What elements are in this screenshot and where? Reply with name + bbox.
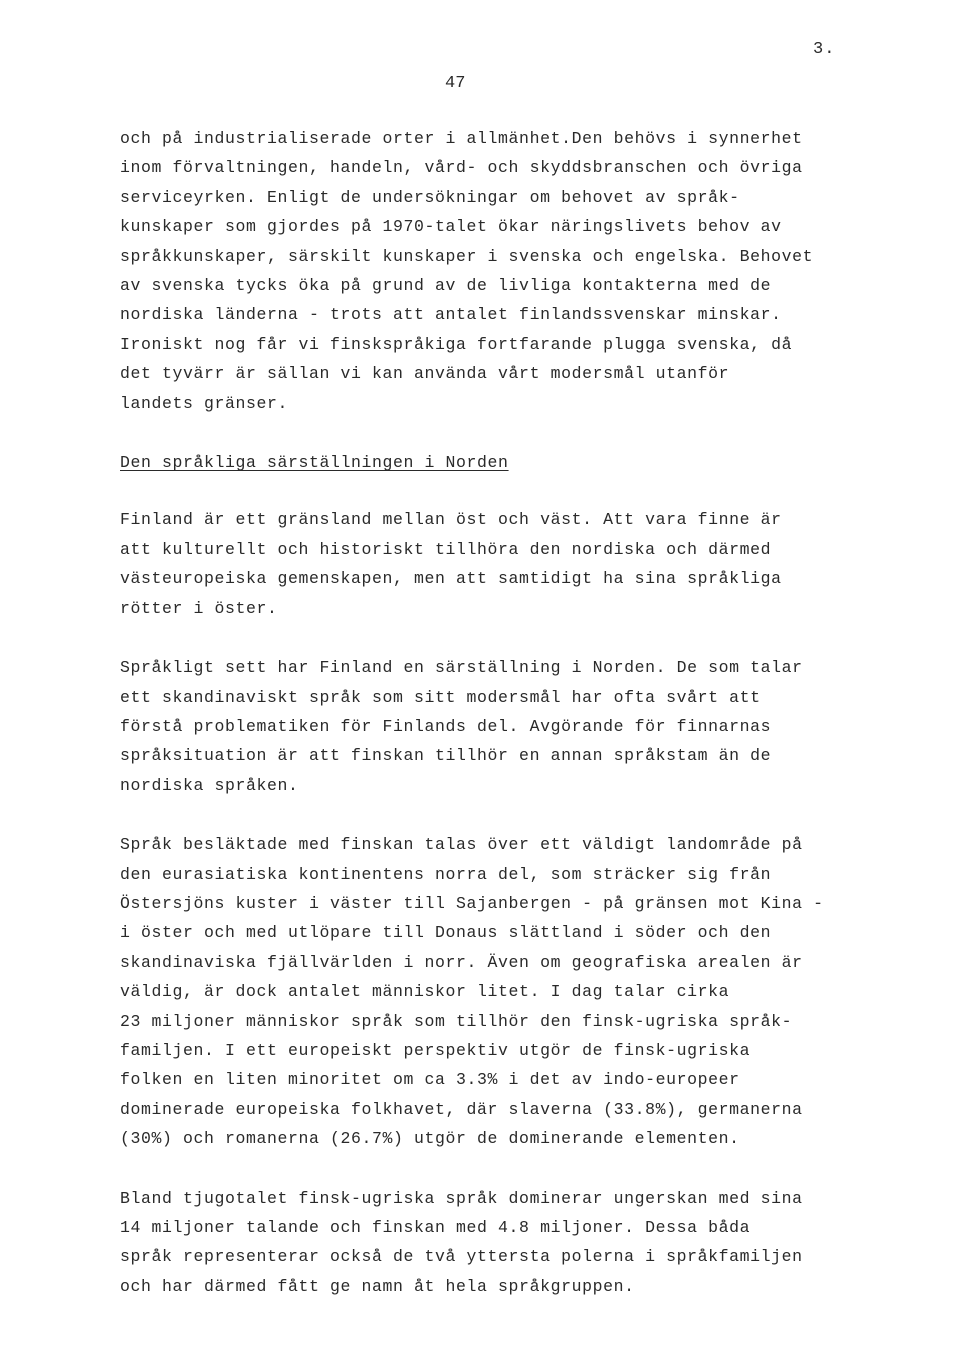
text-line: kunskaper som gjordes på 1970-talet ökar näringslivets behov av <box>120 217 782 237</box>
text-line: 23 miljoner människor språk som tillhör den finsk-ugriska språk- <box>120 1011 793 1031</box>
text-line: nordiska språken. <box>120 775 299 795</box>
section-heading-wrapper <box>120 448 920 477</box>
text-line: språksituation är att finskan tillhör en annan språkstam än de <box>120 746 772 766</box>
paragraph-dominant-languages <box>120 1184 920 1302</box>
text-line: inom förvaltningen, handeln, vård- och skyddsbranschen och övriga <box>120 158 803 178</box>
paragraph-language-needs <box>120 124 920 418</box>
text-line: i öster och med utlöpare till Donaus slättland i söder och den <box>120 923 772 943</box>
text-line: Finland är ett gränsland mellan öst och väst. Att vara finne är <box>120 510 782 530</box>
text-line: familjen. I ett europeiskt perspektiv utgör de finsk-ugriska <box>120 1040 751 1060</box>
text-line: språkkunskaper, särskilt kunskaper i svenska och engelska. Behovet <box>120 246 814 266</box>
text-line: landets gränser. <box>120 393 289 413</box>
text-line: dominerade europeiska folkhavet, där slaverna (33.8%), germanerna <box>120 1099 803 1119</box>
text-line: förstå problematiken för Finlands del. Avgörande för finnarnas <box>120 716 772 736</box>
text-line: det tyvärr är sällan vi kan använda vårt modersmål utanför <box>120 364 730 384</box>
section-heading: Den språkliga särställningen i Norden <box>120 453 509 473</box>
text-line: Språkligt sett har Finland en särställning i Norden. De som talar <box>120 658 803 678</box>
text-line: språk representerar också de två yttersta polerna i språkfamiljen <box>120 1247 803 1267</box>
paragraph-special-position <box>120 653 920 800</box>
text-line: och på industrialiserade orter i allmänhet.Den behövs i synnerhet <box>120 129 803 148</box>
text-line: Östersjöns kuster i väster till Sajanbergen - på gränsen mot Kina - <box>120 893 824 913</box>
document-body <box>120 124 920 1301</box>
text-line: väldig, är dock antalet människor litet. I dag talar cirka <box>120 982 730 1002</box>
text-line: (30%) och romanerna (26.7%) utgör de dominerande elementen. <box>120 1129 740 1149</box>
text-line: Bland tjugotalet finsk-ugriska språk dominerar ungerskan med sina <box>120 1188 803 1208</box>
paragraph-borderland <box>120 505 920 623</box>
text-line: Ironiskt nog får vi finskspråkiga fortfarande plugga svenska, då <box>120 334 793 354</box>
paragraph-related-languages <box>120 830 920 1153</box>
text-line: att kulturellt och historiskt tillhöra den nordiska och därmed <box>120 539 772 559</box>
text-line: serviceyrken. Enligt de undersökningar om behovet av språk- <box>120 187 740 207</box>
text-line: Språk besläktade med finskan talas över ett väldigt landområde på <box>120 835 803 855</box>
text-line: ett skandinaviskt språk som sitt modersmål har ofta svårt att <box>120 687 761 707</box>
page-number: 3. <box>813 40 836 59</box>
text-line: den eurasiatiska kontinentens norra del, som sträcker sig från <box>120 864 772 884</box>
text-line: nordiska länderna - trots att antalet finlandssvenskar minskar. <box>120 305 782 325</box>
text-line: av svenska tycks öka på grund av de livliga kontakterna med de <box>120 276 772 296</box>
text-line: västeuropeiska gemenskapen, men att samtidigt ha sina språkliga <box>120 569 782 589</box>
text-line: skandinaviska fjällvärlden i norr. Även om geografiska arealen är <box>120 952 803 972</box>
text-line: och har därmed fått ge namn åt hela språkgruppen. <box>120 1276 635 1296</box>
page-number-center: 47 <box>445 74 466 93</box>
text-line: 14 miljoner talande och finskan med 4.8 miljoner. Dessa båda <box>120 1218 751 1237</box>
text-line: rötter i öster. <box>120 598 278 618</box>
text-line: folken en liten minoritet om ca 3.3% i det av indo-europeer <box>120 1070 740 1090</box>
